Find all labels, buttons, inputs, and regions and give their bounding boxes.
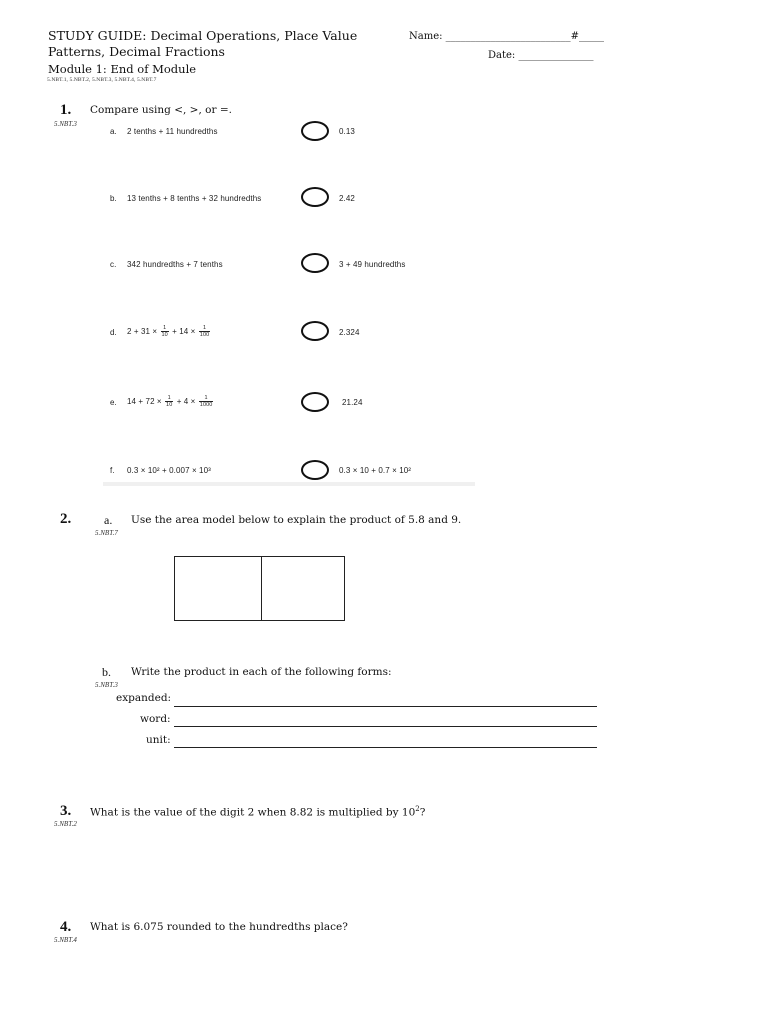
q1-item-f-left: 0.3 × 10² + 0.007 × 10³	[127, 466, 211, 475]
q1-item-b-letter: b.	[110, 194, 117, 203]
question-3-prompt-tail: ?	[419, 806, 426, 819]
form-line-unit[interactable]	[174, 747, 597, 748]
q1-item-d-fraction-2: $\frac{1}{100}$	[199, 325, 210, 339]
q1-item-d-right: 2.324	[339, 328, 360, 337]
form-label-unit: unit:	[146, 734, 171, 746]
question-2a-prompt: Use the area model below to explain the product of 5.8 and 9.	[131, 514, 462, 526]
q1-item-b-answer-circle[interactable]	[301, 187, 329, 207]
q1-item-d-left	[127, 322, 211, 342]
q1-item-c-left: 342 hundredths + 7 tenths	[127, 260, 223, 269]
q1-item-a-left: 2 tenths + 11 hundredths	[127, 127, 218, 136]
q1-item-c-right: 3 + 49 hundredths	[339, 260, 406, 269]
q1-item-d-left-part-2: + 14 ×	[172, 327, 196, 336]
area-model[interactable]	[174, 556, 345, 621]
question-3-prompt-text: What is the value of the digit 2 when 8.82 is multiplied by 10	[90, 806, 416, 819]
q1-item-f-letter: f.	[110, 466, 115, 475]
q1-item-e-left-part-1: 14 + 72 ×	[127, 397, 162, 406]
question-4-prompt: What is 6.075 rounded to the hundredths place?	[90, 921, 348, 933]
q1-item-e-answer-circle[interactable]	[301, 392, 329, 412]
question-2b-standard: 5.NBT.3	[95, 681, 118, 689]
q1-item-e-letter: e.	[110, 398, 117, 407]
q1-item-e-right: 21.24	[342, 398, 363, 407]
q1-item-d-letter: d.	[110, 328, 117, 337]
question-1-prompt: Compare using <, >, or =.	[90, 104, 232, 116]
q1-item-c-answer-circle[interactable]	[301, 253, 329, 273]
form-label-word: word:	[140, 713, 171, 725]
date-field[interactable]: Date: _______________	[488, 50, 594, 61]
question-3-prompt	[90, 805, 425, 819]
q1-item-a-answer-circle[interactable]	[301, 121, 329, 141]
q1-item-a-letter: a.	[110, 127, 117, 136]
question-2b-letter: b.	[102, 665, 111, 679]
title-line-1: STUDY GUIDE: Decimal Operations, Place Value	[48, 28, 358, 43]
question-2-number: 2.	[60, 511, 72, 527]
question-2a-letter: a.	[104, 513, 113, 527]
q1-item-d-answer-circle[interactable]	[301, 321, 329, 341]
q1-item-e-left-part-2: + 4 ×	[176, 397, 196, 406]
q1-item-d-fraction-1: $\frac{1}{10}$	[161, 325, 168, 339]
form-label-expanded: expanded:	[116, 692, 172, 704]
question-4-standard: 5.NBT.4	[54, 936, 77, 944]
question-3-exponent: 2	[415, 805, 420, 813]
question-3-standard: 5.NBT.2	[54, 820, 77, 828]
q1-item-c-letter: c.	[110, 260, 117, 269]
question-4-number: 4.	[60, 919, 72, 935]
question-1-standard: 5.NBT.3	[54, 120, 77, 128]
q1-item-f-answer-circle[interactable]	[301, 460, 329, 480]
q1-item-e-left	[127, 392, 214, 412]
q1-item-a-right: 0.13	[339, 127, 355, 136]
title-line-2: Patterns, Decimal Fractions	[48, 44, 225, 59]
question-3-number: 3.	[60, 803, 72, 819]
q1-item-d-left-part-1: 2 + 31 ×	[127, 327, 158, 336]
q1-item-f-right: 0.3 × 10 + 0.7 × 10²	[339, 466, 412, 475]
question-1-number: 1.	[60, 102, 72, 118]
question-2b-prompt: Write the product in each of the following forms:	[131, 666, 392, 678]
area-model-divider	[261, 557, 262, 620]
question-2a-standard: 5.NBT.7	[95, 529, 118, 537]
module-label: Module 1: End of Module	[48, 62, 197, 76]
name-field[interactable]: Name: _________________________#_____	[409, 31, 605, 42]
q1-item-b-right: 2.42	[339, 194, 355, 203]
q1-item-b-left: 13 tenths + 8 tenths + 32 hundredths	[127, 194, 262, 203]
standards-list: 5.NBT.1, 5.NBT.2, 5.NBT.3, 5.NBT.4, 5.NBT.7	[47, 77, 157, 83]
q1-item-e-fraction-1: $\frac{1}{10}$	[166, 395, 173, 409]
form-line-word[interactable]	[174, 726, 597, 727]
form-line-expanded[interactable]	[174, 706, 597, 707]
q1-image-bottom-edge	[103, 482, 475, 486]
q1-item-e-fraction-2: $\frac{1}{1000}$	[199, 395, 213, 409]
